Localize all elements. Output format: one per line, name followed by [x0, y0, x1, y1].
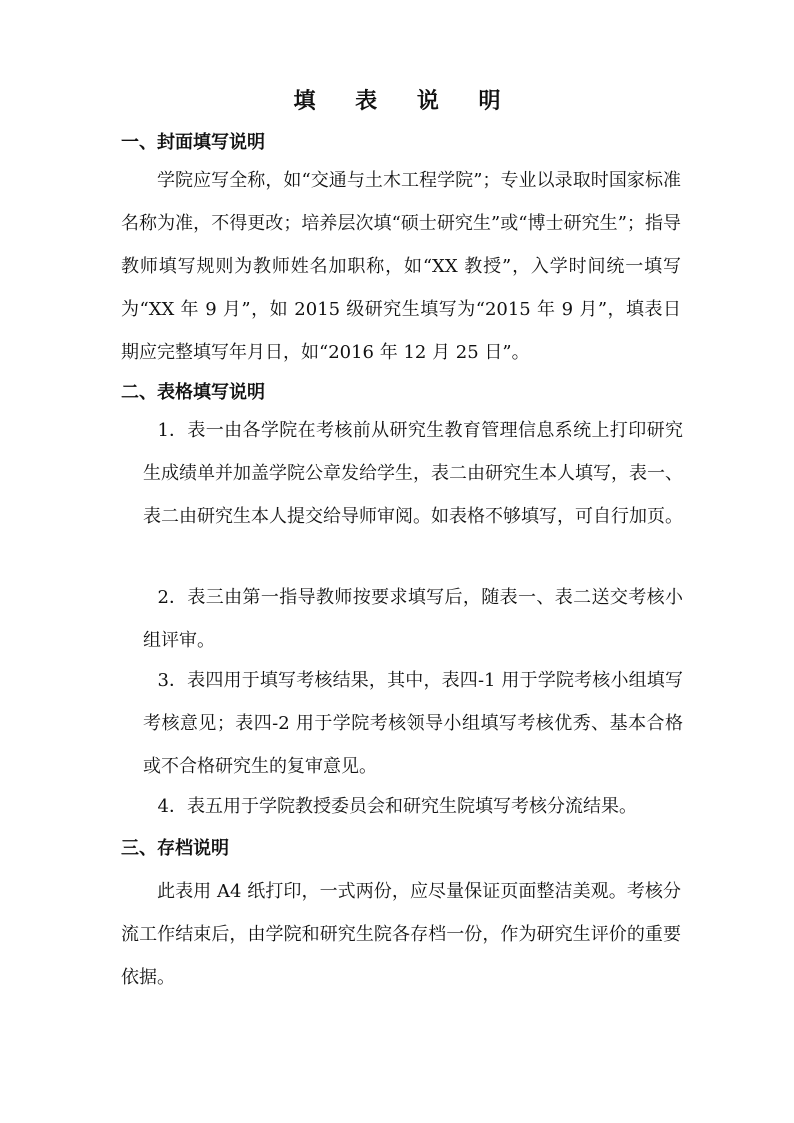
list-item: [143, 409, 683, 538]
section-text-archive: 此表用 A4 纸打印，一式两份，应尽量保证页面整洁美观。考核分流工作结束后，由学院和研究生院各存档一份，作为研究生评价的重要依据。: [121, 881, 681, 988]
list-item-text: 表五用于学院教授委员会和研究生院填写考核分流结果。: [187, 796, 637, 817]
section-heading-cover: 一、封面填写说明: [121, 132, 265, 153]
list-item-number: 3．: [157, 670, 187, 691]
list-item: [143, 576, 683, 662]
page-title: 填 表 说 明: [293, 88, 517, 114]
list-item-text: 表三由第一指导教师按要求填写后，随表一、表二送交考核小组评审。: [143, 587, 683, 651]
section-heading-archive: 三、存档说明: [121, 838, 229, 859]
section-text-cover: 学院应写全称，如“交通与土木工程学院”；专业以录取时国家标准名称为准，不得更改；培养层次填“硕士研究生”或“博士研究生”；指导教师填写规则为教师姓名加职称，如“XX 教授”，入学时间统一填写为“XX 年 9 月”，如 2015 级研究生填写为“2015 年 9 月”，填表日期应完整填写年月日，如“2016 年 12 月 25 日”。: [121, 170, 681, 363]
list-item: [143, 785, 683, 828]
list-item-number: 4．: [157, 796, 187, 817]
list-item-number: 1．: [157, 420, 187, 441]
list-item-text: 表一由各学院在考核前从研究生教育管理信息系统上打印研究生成绩单并加盖学院公章发给学生，表二由研究生本人填写，表一、表二由研究生本人提交给导师审阅。如表格不够填写，可自行加页。: [143, 420, 683, 527]
section-heading-forms: 二、表格填写说明: [121, 382, 265, 403]
list-item-text: 表四用于填写考核结果，其中，表四-1 用于学院考核小组填写考核意见；表四-2 用于学院考核领导小组填写考核优秀、基本合格或不合格研究生的复审意见。: [143, 670, 683, 777]
list-item: [143, 659, 683, 788]
list-item-number: 2．: [157, 587, 187, 608]
